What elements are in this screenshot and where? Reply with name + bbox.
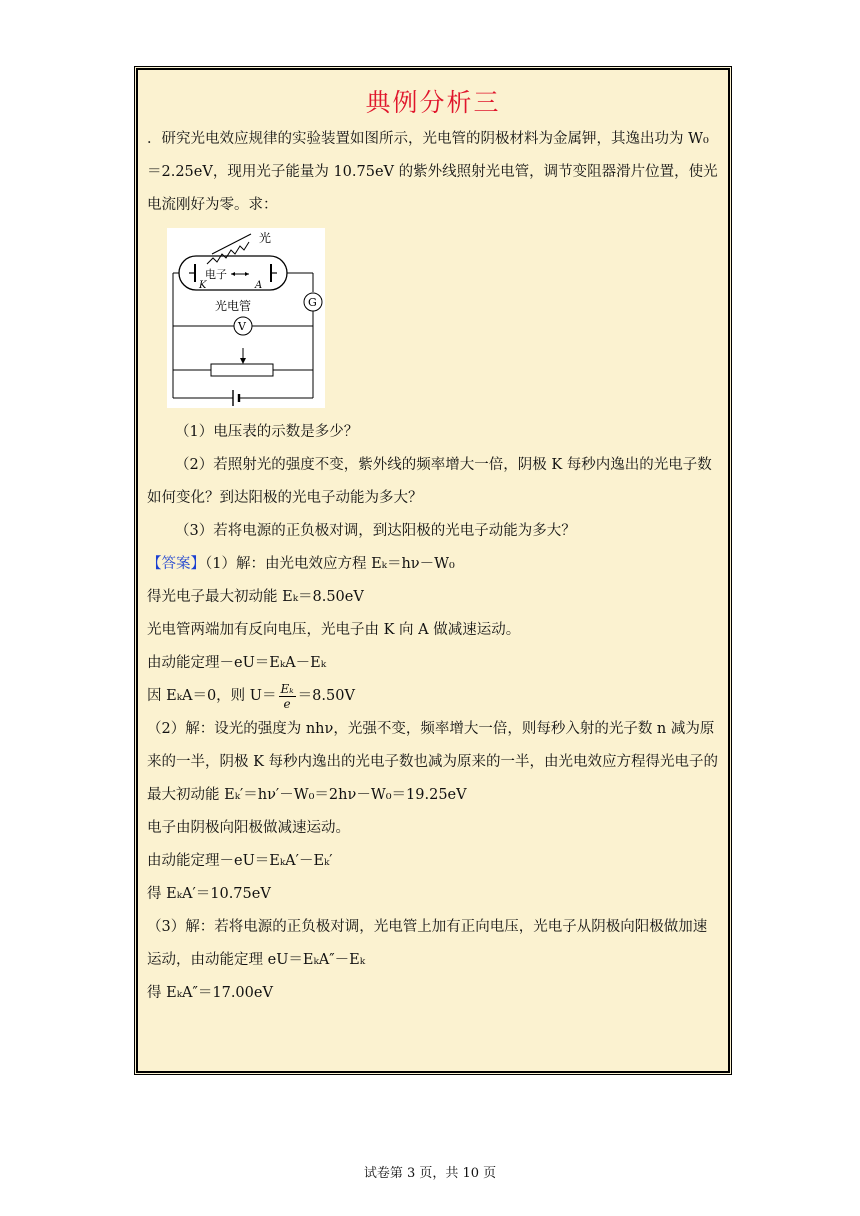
answer-line-2: 得光电子最大初动能 Eₖ＝8.50eV xyxy=(147,589,364,605)
circuit-diagram xyxy=(167,228,325,408)
answer-line-4: 由动能定理－eU＝EₖA－Eₖ xyxy=(147,655,327,671)
answer-tag: 【答案】 xyxy=(147,556,205,572)
anode-label: A xyxy=(255,280,263,291)
page-footer: 试卷第 3 页，共 10 页 xyxy=(363,1166,497,1181)
answer-line-7: 电子由阴极向阳极做减速运动。 xyxy=(147,820,350,836)
electron-label: 电子 xyxy=(205,268,227,281)
answer-line-10: （3）解：若将电源的正负极对调，光电管上加有正向电压，光电子从阴极向阳极做加速运动，由动能定理 eU＝EₖA″－Eₖ xyxy=(147,919,708,968)
galvanometer-label: G xyxy=(308,296,317,309)
question-2: （2）若照射光的强度不变，紫外线的频率增大一倍，阴极 K 每秒内逸出的光电子数如何变化？到达阳极的光电子动能为多大？ xyxy=(147,457,712,506)
answer-line-9: 得 EₖA′＝10.75eV xyxy=(147,886,271,902)
question-3: （3）若将电源的正负极对调，到达阳极的光电子动能为多大？ xyxy=(175,523,576,539)
answer-line-8: 由动能定理－eU＝EₖA′－Eₖ′ xyxy=(147,853,333,869)
question-stem: ．研究光电效应规律的实验装置如图所示，光电管的阴极材料为金属钾，其逸出功为 W₀＝2.25eV，现用光子能量为 10.75eV 的紫外线照射光电管，调节变阻器滑片位置，使光电流刚好为零。求： xyxy=(147,131,718,213)
answer-line-5: 因 EₖA＝0，则 U＝ $\frac{\text{Eₖ}}{e}$ ＝8.50V xyxy=(147,681,355,711)
example-frame xyxy=(134,66,732,1075)
section-title: 典例分析三 xyxy=(365,88,501,117)
answer-line-3: 光电管两端加有反向电压，光电子由 K 向 A 做减速运动。 xyxy=(147,622,521,638)
voltmeter-label: V xyxy=(238,320,246,333)
fraction-ek-over-e: $\frac{\text{Eₖ}}{e}$ xyxy=(280,681,294,711)
tube-label: 光电管 xyxy=(215,299,252,313)
question-1: （1）电压表的示数是多少？ xyxy=(175,424,359,440)
answer-line-11: 得 EₖA″＝17.00eV xyxy=(147,985,273,1001)
light-label: 光 xyxy=(259,231,272,245)
cathode-label: K xyxy=(199,280,207,291)
answer-line-1: 【答案】（1）解：由光电效应方程 Eₖ＝hν－W₀ xyxy=(147,556,455,572)
answer-line-6: （2）解：设光的强度为 nhν，光强不变，频率增大一倍，则每秒入射的光子数 n 减为原来的一半，阴极 K 每秒内逸出的光电子数也减为原来的一半，由光电效应方程得光电子的最大初动能 Eₖ′＝hν′－W₀＝2hν－W₀＝19.25eV xyxy=(147,721,719,803)
